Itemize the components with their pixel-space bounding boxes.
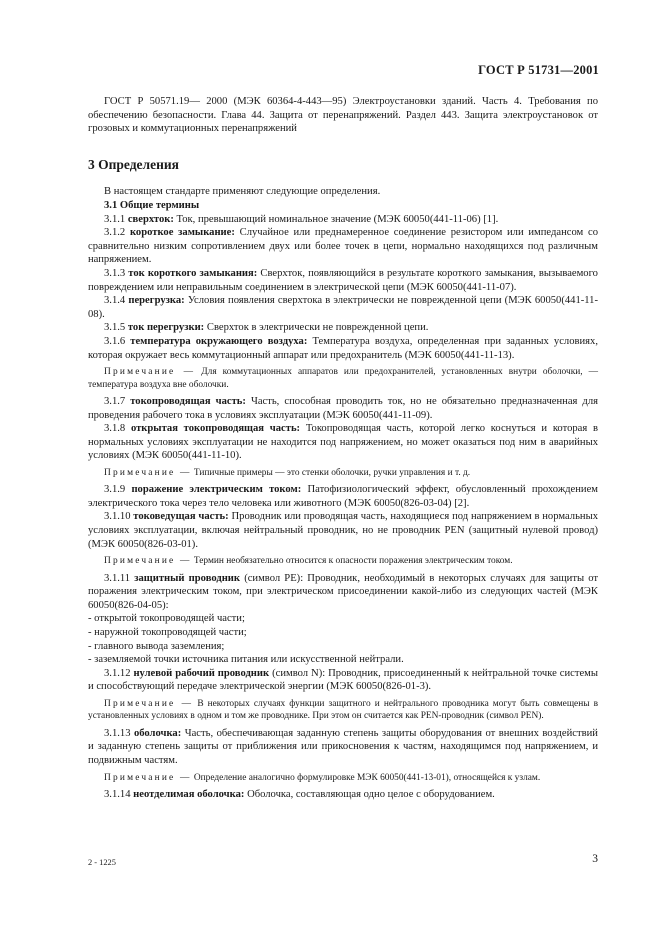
term-definition: 3.1.3 ток короткого замыкания: Сверхток, появляющийся в результате короткого замыкания, вызываемого повреждением или неправильным соединением в электрической цепи (МЭК 60050(441-11-07).	[88, 267, 598, 293]
print-batch-code: 2 - 1225	[88, 858, 116, 867]
note: Примечание — Для коммутационных аппаратов или предохранителей, установленных внутри оболочки, — температура воздуха вне оболочки.	[88, 367, 599, 390]
term-definition: 3.1.11 защитный проводник (символ РЕ): Проводник, необходимый в некоторых случаях для защиты от поражения электрическим током, при электрическом присоединении какой-либо из следующих частей (МЭК 60050(826-04-05):	[88, 572, 599, 611]
note: Примечание — Определение аналогично формулировке МЭК 60050(441-13-01), относящейся к узлам.	[104, 772, 541, 783]
term-definition: 3.1.9 поражение электрическим током: Патофизиологический эффект, обусловленный прохождением электрического тока через тело человека или животного (МЭК 60050(826-03-04) [2].	[88, 484, 598, 509]
term-definition: 3.1.14 неотделимая оболочка: Оболочка, составляющая одно целое с оборудованием.	[104, 789, 495, 800]
subsection-title: 3.1 Общие термины	[104, 199, 200, 211]
body-text	[88, 95, 598, 802]
standard-code-header: ГОСТ Р 51731—2001	[478, 63, 599, 77]
list-item: - открытой токопроводящей части;	[88, 613, 245, 625]
term-definition: 3.1.12 нулевой рабочий проводник (символ N): Проводник, присоединенный к нейтральной точке системы и способствующий передаче электрической энергии (МЭК 60050(826-01-3).	[88, 667, 598, 693]
list-item: - главного вывода заземления;	[88, 640, 225, 652]
term-definition: 3.1.13 оболочка: Часть, обеспечивающая заданную степень защиты оборудования от внешних воздействий и заданную степень защиты от приближения или прикосновения к частям, находящимся под напряжением, и подвижным частям.	[88, 727, 598, 766]
note: Примечание — В некоторых случаях функции защитного и нейтрального проводника могут быть совмещены в установленных условиях в одном и том же проводнике. При этом он считается как PEN-проводник (символ PEN).	[88, 699, 599, 722]
term-definition: 3.1.6 температура окружающего воздуха: Температура воздуха, определенная при заданных условиях, которая окружает весь коммутационный аппарат или предохранитель (МЭК 60050(441-11-13).	[88, 335, 598, 361]
page-number: 3	[592, 853, 598, 865]
section-title: 3 Определения	[88, 156, 179, 172]
term-definition: 3.1.5 ток перегрузки: Сверхток в электрически не поврежденной цепи.	[104, 322, 429, 334]
term-definition: 3.1.1 сверхток: Ток, превышающий номинальное значение (МЭК 60050(441-11-06) [1].	[104, 213, 499, 225]
list-item: - заземляемой точки источника питания или искусственной нейтрали.	[88, 654, 404, 666]
note: Примечание — Типичные примеры — это стенки оболочки, ручки управления и т. д.	[104, 467, 471, 478]
section-lead: В настоящем стандарте применяют следующие определения.	[104, 186, 381, 198]
term-definition: 3.1.4 перегрузка: Условия появления сверхтока в электрически не поврежденной цепи (МЭК 60050(441-11-08).	[88, 295, 599, 320]
term-definition: 3.1.10 токоведущая часть: Проводник или проводящая часть, находящиеся под напряжением в нормальных условиях эксплуатации, включая нейтральный проводник, но не проводник PEN (защитный нулевой провод) (МЭК 60050(826-03-01).	[88, 511, 598, 550]
term-definition: 3.1.2 короткое замыкание: Случайное или преднамеренное соединение резистором или импедансом со сравнительно низким сопротивлением двух или более точек в цепи, нормально находящихся под различным напряжением.	[88, 227, 598, 266]
list-item: - наружной токопроводящей части;	[88, 627, 247, 639]
term-definition: 3.1.8 открытая токопроводящая часть: Токопроводящая часть, которой легко коснуться и которая в нормальных условиях эксплуатации не находится под напряжением, но может оказаться под ним в аварийных условиях (МЭК 60050(441-11-10).	[88, 423, 598, 462]
intro-reference: ГОСТ Р 50571.19— 2000 (МЭК 60364-4-443—95) Электроустановки зданий. Часть 4. Требования по обеспечению безопасности. Глава 44. Защита от перенапряжений. Раздел 443. Защита электроустановок от грозовых и коммутационных перенапряжений	[88, 96, 598, 135]
note: Примечание — Термин необязательно относится к опасности поражения электрическим током.	[104, 556, 513, 567]
term-definition: 3.1.7 токопроводящая часть: Часть, способная проводить ток, но не обязательно предназначенная для проведения рабочего тока в условиях эксплуатации (МЭК 60050(441-11-09).	[88, 395, 598, 421]
